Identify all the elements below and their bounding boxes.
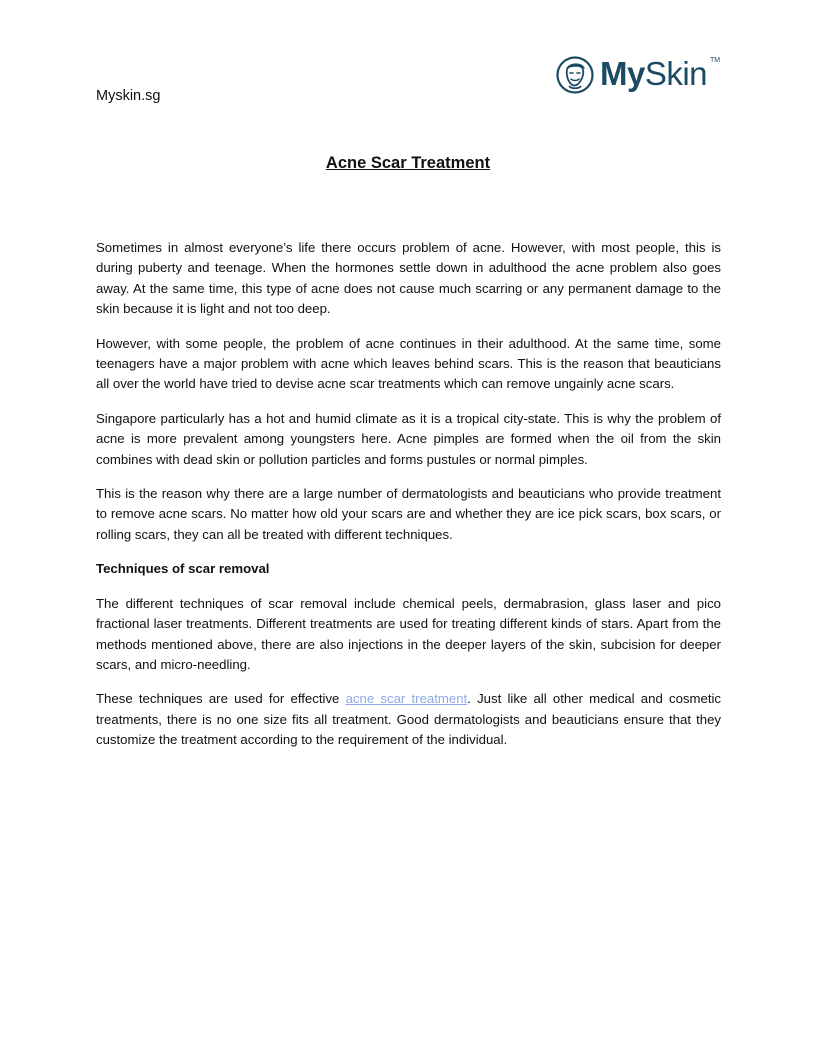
final-text-after-link: . Just like all other medical and cosmetic treatments, there is no one size fits all treatment. Good dermatologists and beauticians ensure that they customize the treatment according to the requirement of the individual. — [96, 691, 722, 748]
section-heading: Techniques of scar removal — [96, 561, 270, 577]
logo-wordmark — [600, 54, 707, 94]
paragraph-2: However, with some people, the problem of acne continues in their adulthood. At the same time, some teenagers have a major problem with acne which leaves behind scars. This is the reason that beauticians all over the world have tried to devise acne scar treatments which can remove ungainly acne scars. — [96, 335, 721, 392]
logo-trademark: TM — [710, 57, 721, 64]
paragraph-3: Singapore particularly has a hot and humid climate as it is a tropical city-state. This is why the problem of acne is more prevalent among youngsters here. Acne pimples are formed when the oil from the skin combines with dead skin or pollution particles and forms pustules or normal pimples. — [96, 410, 721, 467]
myskin-logo[interactable] — [556, 54, 726, 96]
site-name: Myskin.sg — [96, 88, 161, 104]
acne-scar-treatment-link[interactable]: acne scar treatment — [345, 691, 468, 707]
final-paragraph — [96, 689, 721, 750]
final-text-before-link: These techniques are used for effective — [96, 691, 346, 707]
paragraph-4: This is the reason why there are a large number of dermatologists and beauticians who provide treatment to remove acne scars. No matter how old your scars are and whether they are ice pick scars, box scars, or rolling scars, they can all be treated with different techniques. — [96, 486, 721, 542]
logo-skin: Skin — [644, 55, 708, 92]
face-logo-icon — [556, 56, 594, 94]
paragraph-1: Sometimes in almost everyone’s life there occurs problem of acne. However, with most people, this is during puberty and teenage. When the hormones settle down in adulthood the acne problem also goes away. At the same time, this type of acne does not cause much scarring or any permanent damage to the skin because it is light and not too deep. — [96, 240, 721, 317]
section-paragraph: The different techniques of scar removal include chemical peels, dermabrasion, glass laser and pico fractional laser treatments. Different treatments are used for treating different kinds of stars. Apart from the methods mentioned above, there are also injections in the deeper layers of the skin, subcision for deeper scars, and micro-needling. — [96, 595, 721, 672]
logo-my: My — [600, 55, 645, 92]
page-title: Acne Scar Treatment — [325, 154, 491, 172]
article-body — [96, 238, 721, 765]
